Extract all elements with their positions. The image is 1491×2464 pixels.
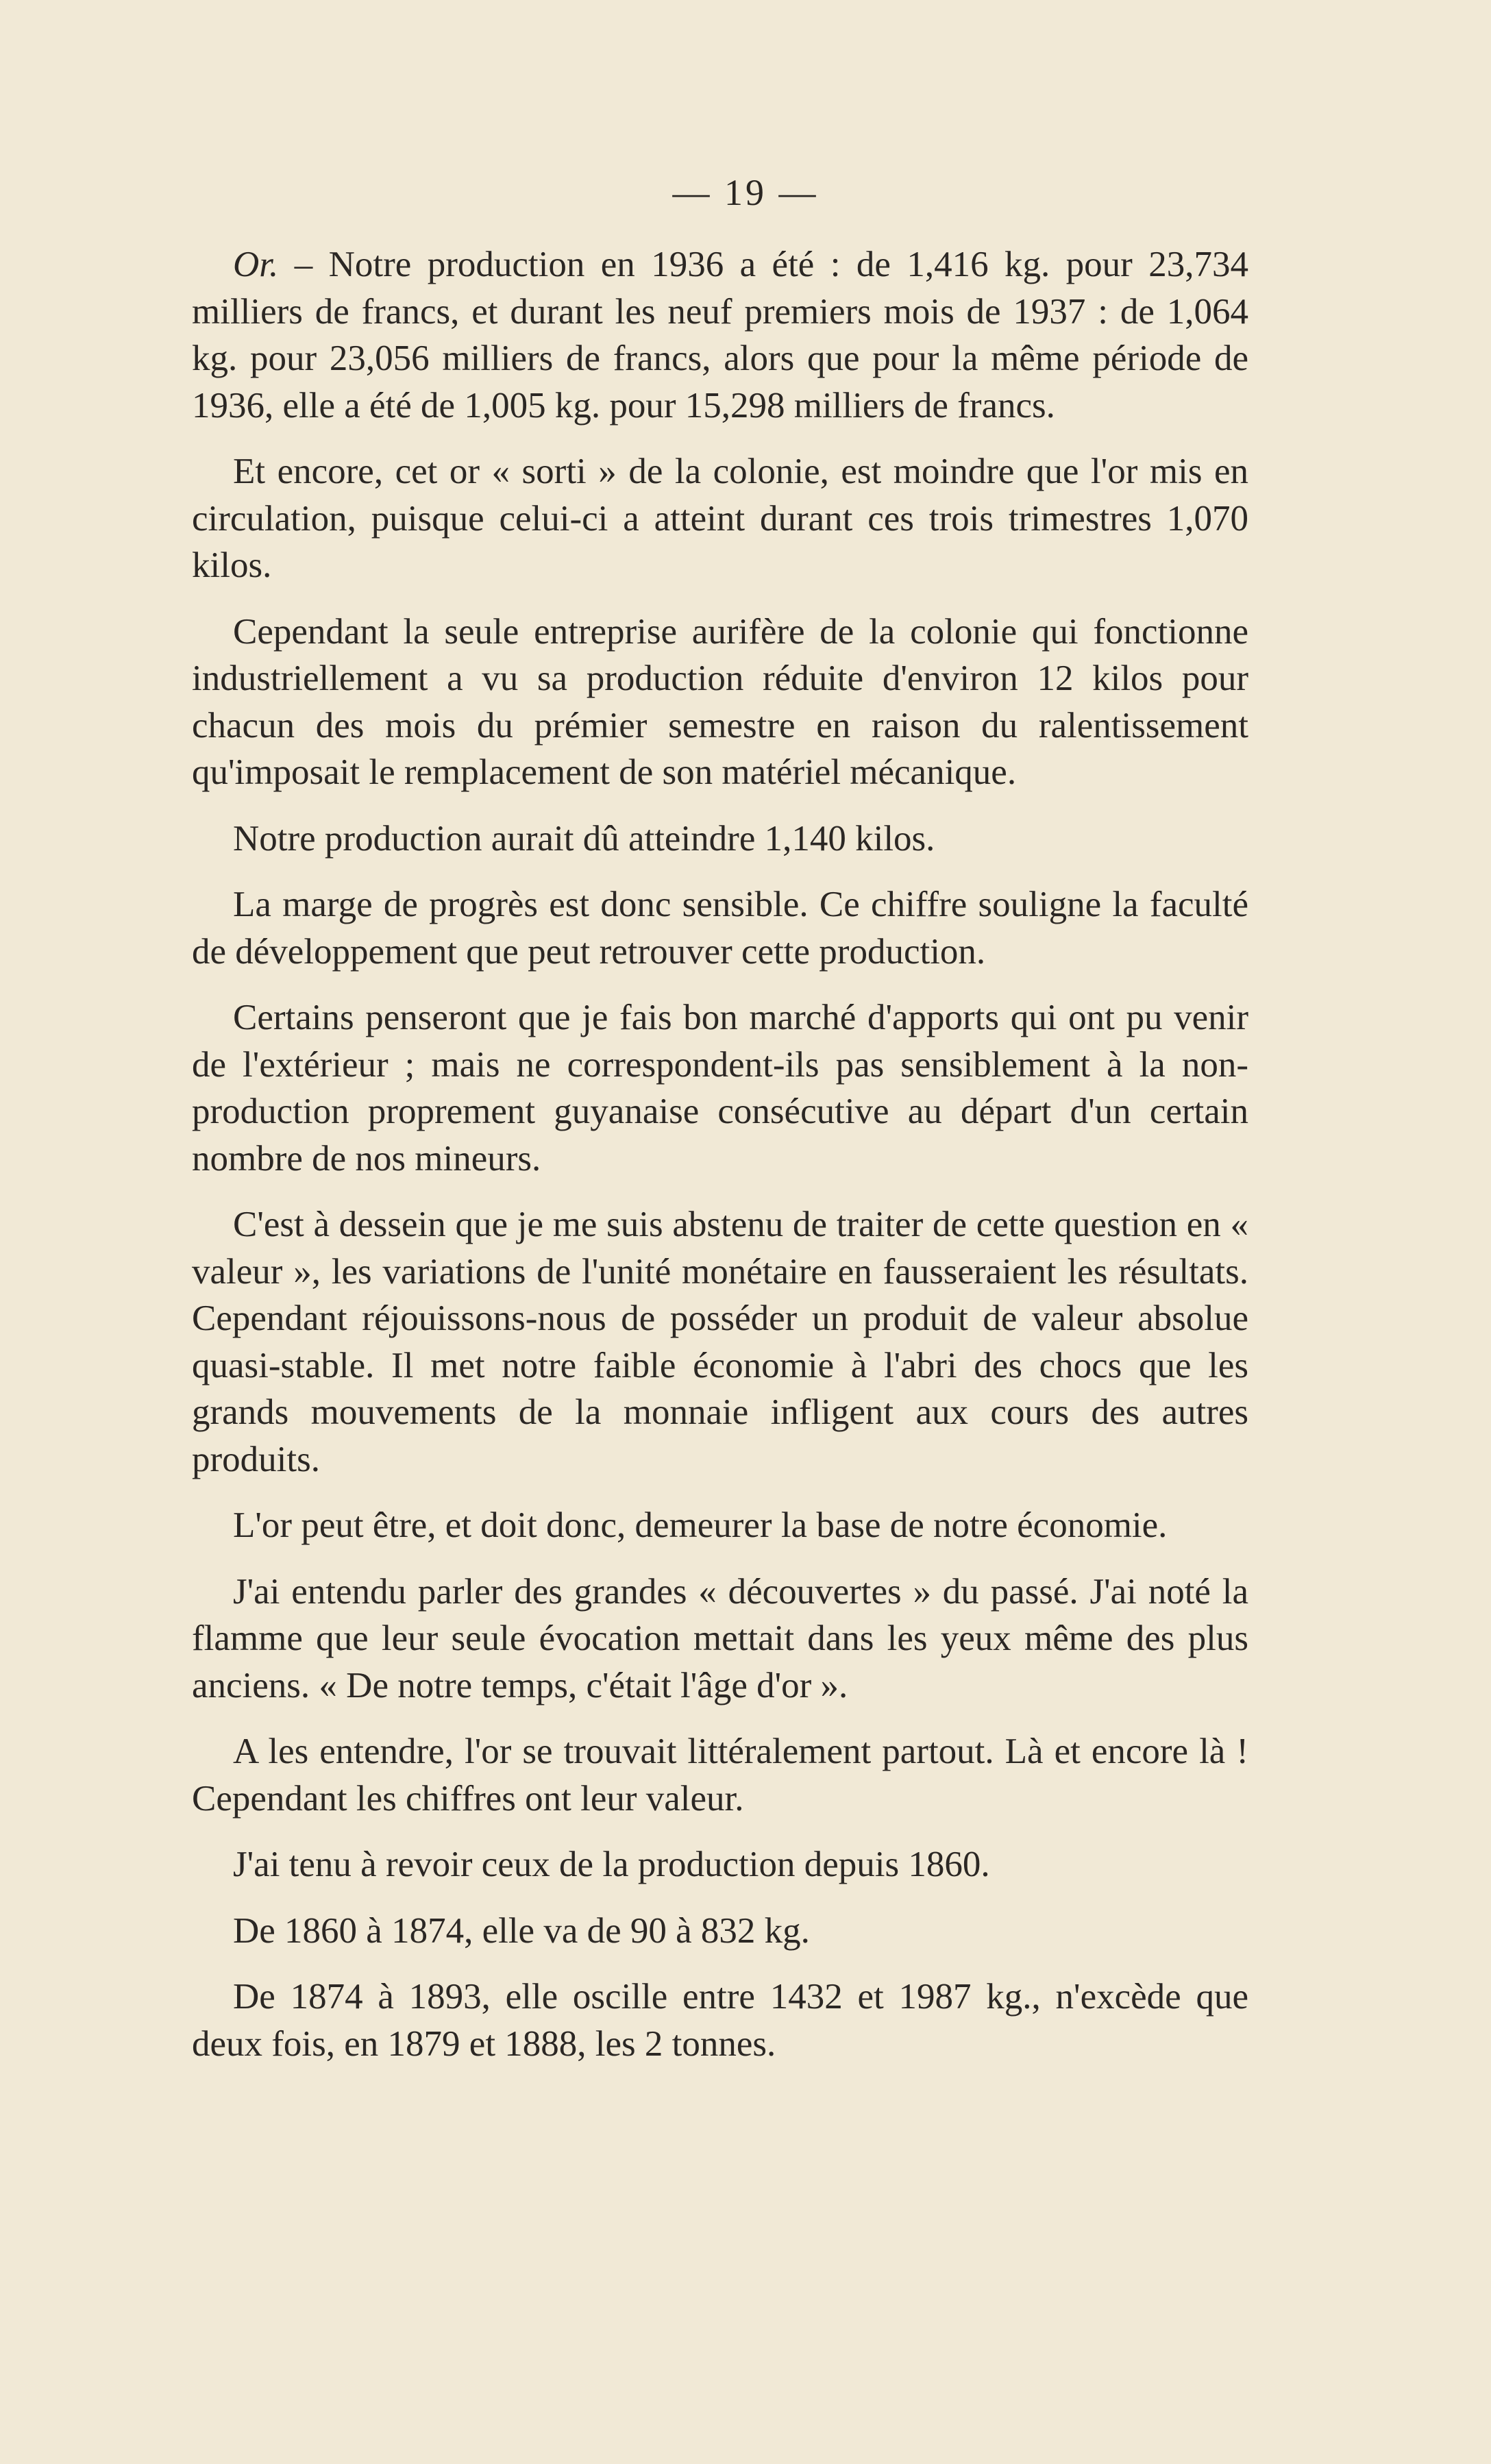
paragraph: La marge de progrès est donc sensible. Ce chiffre souligne la faculté de développement que peut retrouver cette production.	[192, 885, 1248, 972]
paragraph: Certains penseront que je fais bon marché d'apports qui ont pu venir de l'extérieur ; mais ne correspondent-ils pas sensiblement à la non-production proprement guyanaise consécutive au départ d'un certain nombre de nos mineurs.	[192, 998, 1248, 1179]
paragraph: J'ai entendu parler des grandes « découvertes » du passé. J'ai noté la flamme que leur seule évocation mettait dans les yeux même des plus anciens. « De notre temps, c'était l'âge d'or ».	[192, 1571, 1248, 1705]
paragraph: Cependant la seule entreprise aurifère de la colonie qui fonctionne industriellement a vu sa production réduite d'environ 12 kilos pour chacun des mois du prémier semestre en raison du ralentissement qu'imposait le remplacement de son matériel mécanique.	[192, 611, 1248, 792]
paragraph: De 1860 à 1874, elle va de 90 à 832 kg.	[233, 1910, 810, 1951]
paragraph: A les entendre, l'or se trouvait littéralement partout. Là et encore là ! Cependant les chiffres ont leur valeur.	[192, 1732, 1248, 1819]
paragraph: Notre production aurait dû atteindre 1,140 kilos.	[233, 818, 935, 859]
paragraph	[192, 241, 1248, 429]
paragraph: Et encore, cet or « sorti » de la colonie, est moindre que l'or mis en circulation, puisque celui-ci a atteint durant ces trois trimestres 1,070 kilos.	[192, 452, 1248, 585]
paragraph: De 1874 à 1893, elle oscille entre 1432 et 1987 kg., n'excède que deux fois, en 1879 et 1888, les 2 tonnes.	[192, 1977, 1248, 2064]
paragraph: L'or peut être, et doit donc, demeurer la base de notre économie.	[233, 1505, 1168, 1545]
paragraph-lead: Or.	[233, 245, 279, 284]
paragraph-text: – Notre production en 1936 a été : de 1,416 kg. pour 23,734 milliers de francs, et durant les neuf premiers mois de 1937 : de 1,064 kg. pour 23,056 milliers de francs, alors que pour la même période de 1936, elle a été de 1,005 kg. pour 15,298 milliers de francs.	[192, 245, 1248, 426]
paragraph: C'est à dessein que je me suis abstenu de traiter de cette question en « valeur », les variations de l'unité monétaire en fausseraient les résultats. Cependant réjouissons-nous de posséder un produit de valeur absolue quasi-stable. Il met notre faible économie à l'abri des chocs que les grands mouvements de la monnaie infligent aux cours des autres produits.	[192, 1205, 1248, 1479]
paragraph: J'ai tenu à revoir ceux de la production depuis 1860.	[233, 1845, 990, 1884]
body-text	[192, 241, 1248, 2086]
page-number: — 19 —	[672, 172, 819, 213]
